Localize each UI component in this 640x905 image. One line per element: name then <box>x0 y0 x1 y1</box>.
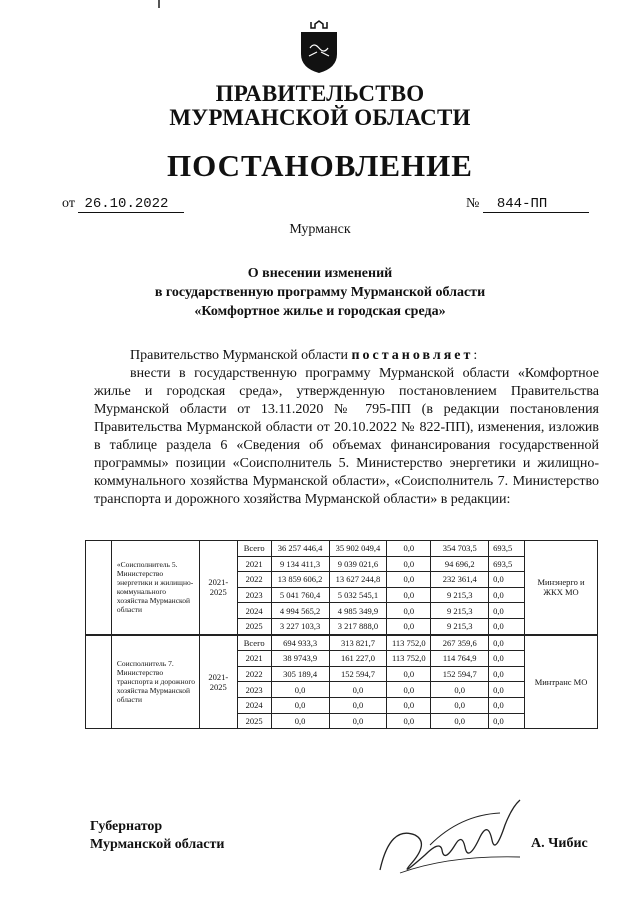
value-cell: 3 217 888,0 <box>329 618 387 634</box>
intro-paragraph <box>94 347 599 365</box>
value-cell: 0,0 <box>431 697 489 713</box>
signatory-title <box>90 818 224 854</box>
value-cell: 0,0 <box>387 541 431 557</box>
document-date: 26.10.2022 <box>78 196 184 213</box>
value-cell: 0,0 <box>489 713 525 729</box>
period-cell: 2021-2025 <box>199 541 237 635</box>
subject-line-3: «Комфортное жилье и городская среда» <box>194 304 446 319</box>
value-cell: 0,0 <box>489 587 525 603</box>
value-cell: 9 039 021,6 <box>329 556 387 572</box>
value-cell: 694 933,3 <box>271 635 329 651</box>
year-cell: Всего <box>237 635 271 651</box>
period-cell: 2021-2025 <box>199 635 237 729</box>
year-cell: 2022 <box>237 666 271 682</box>
executor-name-cell: Соисполнитель 7. Министерство транспорта и дорожного хозяйства Мурманской области <box>111 635 199 729</box>
value-cell: 13 627 244,8 <box>329 572 387 588</box>
year-cell: 2023 <box>237 682 271 698</box>
year-cell: 2024 <box>237 603 271 619</box>
table-row <box>86 541 598 557</box>
value-cell: 9 215,3 <box>431 587 489 603</box>
scan-mark <box>158 0 160 8</box>
value-cell: 0,0 <box>329 713 387 729</box>
value-cell: 152 594,7 <box>329 666 387 682</box>
value-cell: 267 359,6 <box>431 635 489 651</box>
value-cell: 0,0 <box>489 697 525 713</box>
value-cell: 0,0 <box>489 666 525 682</box>
main-paragraph: внести в государственную программу Мурманской области «Комфортное жилье и городская среда», утвержденную постановлением Правительства Мурманской области от 13.11.2020 № 795-ПП (в редакции постановления Правительства Мурманской области от 20.10.2022 № 822-ПП), изменения, изложив в таблице раздела 6 «Сведения об объемах финансирования государственной программы» позиции «Соисполнитель 5. Министерство энергетики и жилищно-коммунального хозяйства Мурманской области», «Соисполнитель 7. Министерство транспорта и дорожного хозяйства Мурманской области» в редакции: <box>94 366 599 507</box>
city: Мурманск <box>289 222 351 237</box>
value-cell: 0,0 <box>489 603 525 619</box>
value-cell: 9 215,3 <box>431 603 489 619</box>
value-cell: 94 696,2 <box>431 556 489 572</box>
gov-line-2: МУРМАНСКОЙ ОБЛАСТИ <box>169 105 471 130</box>
intro-resolves: постановляет <box>351 348 474 363</box>
value-cell: 0,0 <box>271 713 329 729</box>
value-cell: 5 032 545,1 <box>329 587 387 603</box>
gov-line-1: ПРАВИТЕЛЬСТВО <box>215 81 425 106</box>
value-cell: 0,0 <box>387 682 431 698</box>
financing-table <box>85 540 598 729</box>
document-type: ПОСТАНОВЛЕНИЕ <box>167 148 473 183</box>
value-cell: 354 703,5 <box>431 541 489 557</box>
year-cell: 2023 <box>237 587 271 603</box>
number-prefix: № <box>466 196 480 211</box>
value-cell: 232 361,4 <box>431 572 489 588</box>
document-subject <box>0 264 640 321</box>
date-line <box>62 196 184 213</box>
value-cell: 0,0 <box>329 697 387 713</box>
subject-line-2: в государственную программу Мурманской области <box>154 285 486 300</box>
value-cell: 693,5 <box>489 556 525 572</box>
value-cell: 0,0 <box>431 682 489 698</box>
value-cell: 0,0 <box>387 572 431 588</box>
document-body <box>94 347 599 509</box>
value-cell: 0,0 <box>489 572 525 588</box>
value-cell: 114 764,9 <box>431 651 489 667</box>
value-cell: 152 594,7 <box>431 666 489 682</box>
row-number-cell <box>86 635 112 729</box>
executor-name-cell: «Соисполнитель 5. Министерство энергетики и жилищно-коммунального хозяйства Мурманской области <box>111 541 199 635</box>
value-cell: 693,5 <box>489 541 525 557</box>
value-cell: 9 134 411,3 <box>271 556 329 572</box>
value-cell: 305 189,4 <box>271 666 329 682</box>
value-cell: 5 041 760,4 <box>271 587 329 603</box>
number-line <box>466 196 589 213</box>
value-cell: 38 9743,9 <box>271 651 329 667</box>
row-number-cell <box>86 541 112 635</box>
value-cell: 0,0 <box>489 651 525 667</box>
responsible-org-cell: Минтранс МО <box>525 635 598 729</box>
table-row <box>86 635 598 651</box>
handwritten-signature <box>370 785 530 885</box>
year-cell: 2021 <box>237 556 271 572</box>
value-cell: 161 227,0 <box>329 651 387 667</box>
value-cell: 36 257 446,4 <box>271 541 329 557</box>
value-cell: 0,0 <box>271 697 329 713</box>
value-cell: 0,0 <box>387 697 431 713</box>
value-cell: 35 902 049,4 <box>329 541 387 557</box>
year-cell: 2025 <box>237 618 271 634</box>
value-cell: 0,0 <box>387 618 431 634</box>
year-cell: Всего <box>237 541 271 557</box>
value-cell: 9 215,3 <box>431 618 489 634</box>
value-cell: 0,0 <box>329 682 387 698</box>
date-prefix: от <box>62 196 75 211</box>
document-number: 844-ПП <box>483 196 589 213</box>
value-cell: 313 821,7 <box>329 635 387 651</box>
year-cell: 2021 <box>237 651 271 667</box>
value-cell: 0,0 <box>387 713 431 729</box>
value-cell: 0,0 <box>387 556 431 572</box>
value-cell: 113 752,0 <box>387 651 431 667</box>
responsible-org-cell: Минэнерго и ЖКХ МО <box>525 541 598 635</box>
value-cell: 4 994 565,2 <box>271 603 329 619</box>
value-cell: 4 985 349,9 <box>329 603 387 619</box>
value-cell: 0,0 <box>489 618 525 634</box>
value-cell: 0,0 <box>387 666 431 682</box>
value-cell: 0,0 <box>387 587 431 603</box>
value-cell: 0,0 <box>431 713 489 729</box>
year-cell: 2022 <box>237 572 271 588</box>
signatory-title-line-2: Мурманской области <box>90 837 225 852</box>
subject-line-1: О внесении изменений <box>247 266 393 281</box>
government-name <box>0 82 640 130</box>
value-cell: 0,0 <box>271 682 329 698</box>
coat-of-arms-icon <box>297 20 341 74</box>
intro-end: : <box>473 348 478 363</box>
signatory-title-line-1: Губернатор <box>90 819 163 834</box>
year-cell: 2024 <box>237 697 271 713</box>
intro-start: Правительство Мурманской области <box>130 348 352 363</box>
year-cell: 2025 <box>237 713 271 729</box>
value-cell: 0,0 <box>489 682 525 698</box>
value-cell: 13 859 606,2 <box>271 572 329 588</box>
value-cell: 113 752,0 <box>387 635 431 651</box>
value-cell: 0,0 <box>387 603 431 619</box>
value-cell: 3 227 103,3 <box>271 618 329 634</box>
value-cell: 0,0 <box>489 635 525 651</box>
signatory-name: А. Чибис <box>531 836 588 851</box>
